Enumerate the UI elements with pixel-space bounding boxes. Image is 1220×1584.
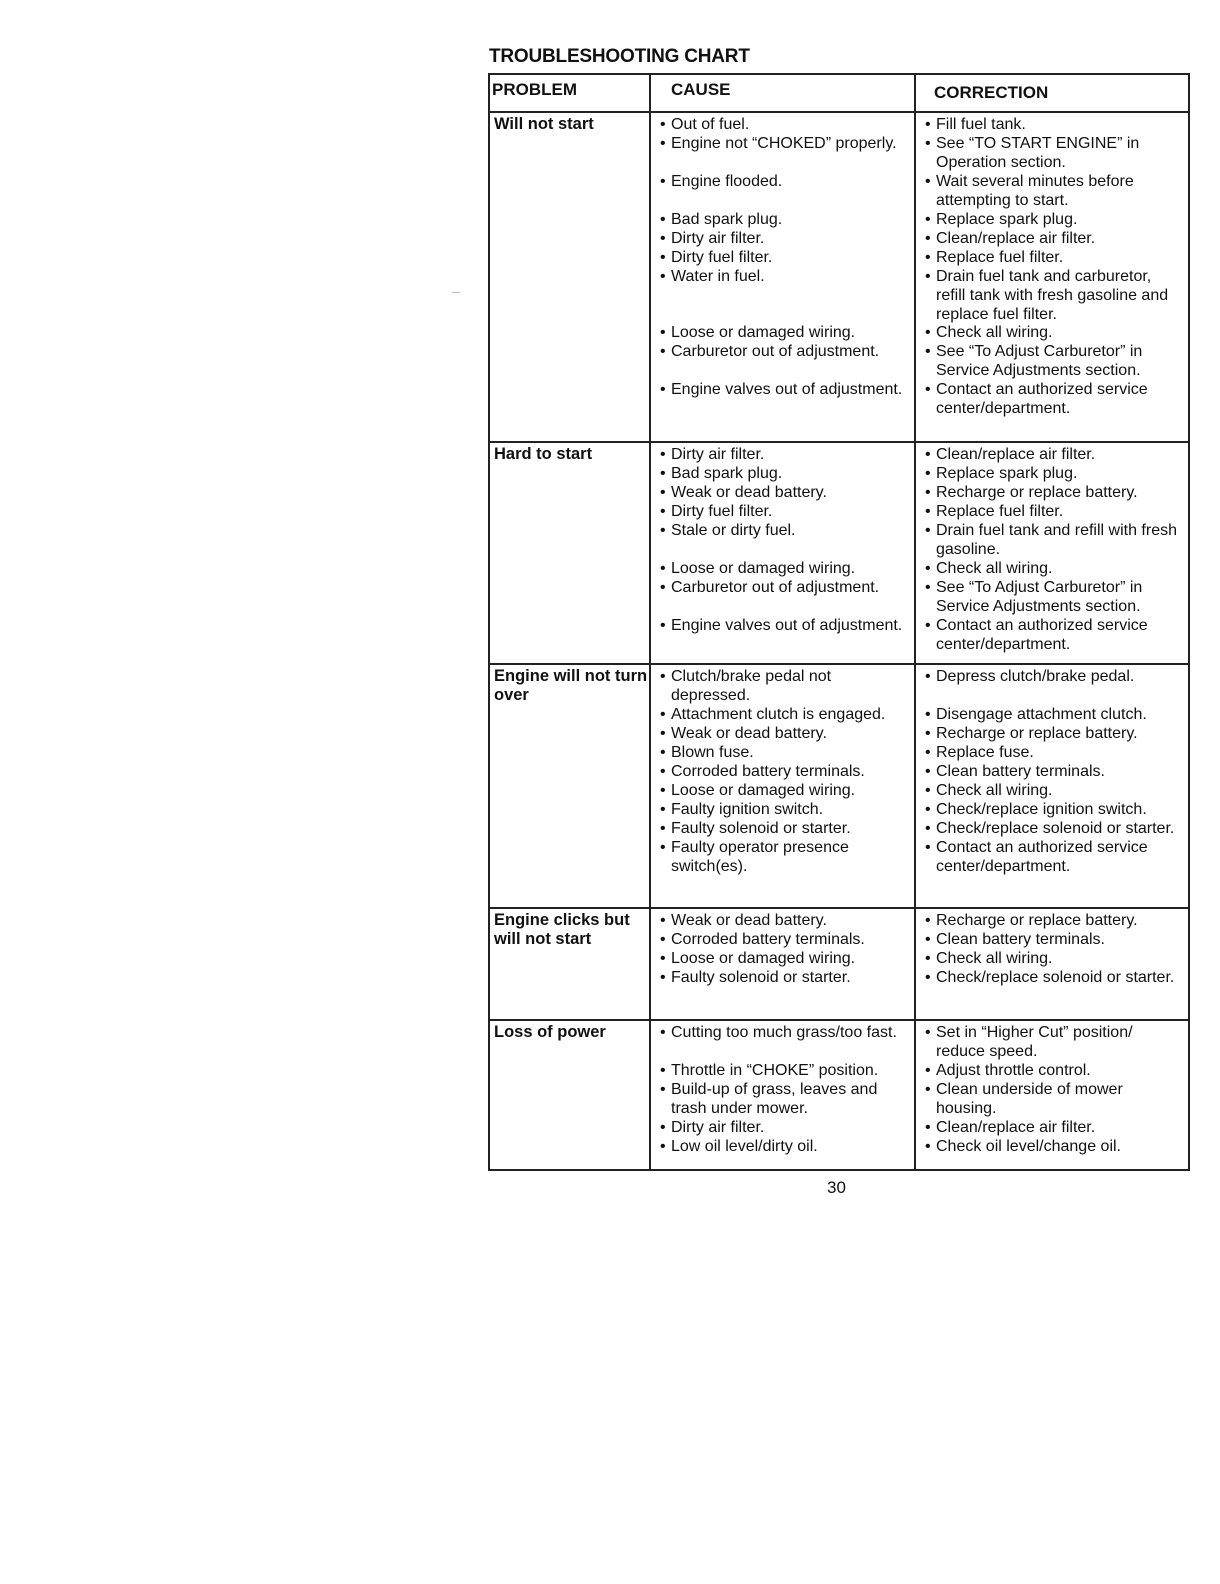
bullet-icon: • [660, 579, 666, 596]
cause-text: Weak or dead battery. [671, 484, 827, 501]
cause-item [660, 135, 910, 173]
correction-item [925, 381, 1184, 419]
cause-item [660, 668, 910, 706]
correction-text: Clean battery terminals. [936, 931, 1105, 948]
correction-item [925, 912, 1184, 931]
correction-text: Check all wiring. [936, 324, 1053, 342]
cause-item [660, 173, 910, 211]
correction-item [925, 503, 1184, 522]
bullet-icon: • [925, 560, 931, 577]
table-row [489, 1020, 1189, 1170]
cause-text: Stale or dirty fuel. [671, 522, 796, 539]
correction-item [925, 484, 1184, 503]
cause-text: Faulty solenoid or starter. [671, 820, 851, 837]
table-row [489, 908, 1189, 1020]
cause-item [660, 484, 910, 503]
bullet-icon: • [660, 1081, 666, 1098]
correction-cell [915, 112, 1189, 442]
bullet-icon: • [660, 503, 666, 520]
cause-cell [650, 664, 915, 908]
cause-text: Engine not “CHOKED” properly. [671, 135, 897, 152]
bullet-icon: • [660, 446, 666, 463]
cause-text: Clutch/brake pedal not depressed. [671, 668, 832, 704]
correction-text: Disengage attachment clutch. [936, 706, 1147, 723]
cause-text: Dirty air filter. [671, 446, 765, 463]
bullet-icon: • [925, 1062, 931, 1079]
bullet-icon: • [660, 173, 666, 190]
correction-text: Replace fuse. [936, 744, 1034, 761]
bullet-icon: • [660, 381, 666, 398]
table-row [489, 442, 1189, 664]
bullet-icon: • [660, 343, 666, 360]
bullet-icon: • [660, 801, 666, 818]
cause-text: Weak or dead battery. [671, 725, 827, 742]
cause-item [660, 744, 910, 763]
correction-item [925, 1138, 1184, 1157]
cause-text: Bad spark plug. [671, 211, 783, 228]
bullet-icon: • [925, 820, 931, 837]
cause-item [660, 324, 910, 343]
bullet-icon: • [660, 268, 666, 285]
problem-cell: Engine will not turn over [489, 664, 650, 908]
bullet-icon: • [925, 912, 931, 929]
correction-text: Check all wiring. [936, 950, 1053, 967]
correction-text: Contact an authorized service center/department. [936, 381, 1148, 418]
cause-item [660, 381, 910, 419]
bullet-icon: • [660, 725, 666, 742]
correction-item [925, 135, 1184, 173]
bullet-icon: • [660, 744, 666, 761]
bullet-icon: • [660, 763, 666, 780]
bullet-icon: • [660, 950, 666, 967]
cause-text: Throttle in “CHOKE” position. [671, 1062, 879, 1079]
bullet-icon: • [660, 1062, 666, 1079]
cause-item [660, 839, 910, 877]
correction-text: Check oil level/change oil. [936, 1138, 1121, 1155]
bullet-icon: • [660, 782, 666, 799]
bullet-icon: • [925, 343, 931, 361]
correction-item [925, 579, 1184, 617]
correction-item [925, 1062, 1184, 1081]
cause-item [660, 1138, 910, 1157]
cause-text: Carburetor out of adjustment. [671, 579, 880, 596]
bullet-icon: • [660, 1024, 666, 1041]
page-title: TROUBLESHOOTING CHART [489, 46, 750, 67]
cause-text: Low oil level/dirty oil. [671, 1138, 818, 1155]
bullet-icon: • [925, 1119, 931, 1136]
correction-text: Recharge or replace battery. [936, 484, 1138, 501]
correction-text: Clean battery terminals. [936, 763, 1105, 780]
bullet-icon: • [660, 465, 666, 482]
cause-item [660, 211, 910, 230]
bullet-icon: • [925, 324, 931, 342]
bullet-icon: • [925, 249, 931, 266]
cause-item [660, 725, 910, 744]
problem-cell: Loss of power [489, 1020, 650, 1170]
bullet-icon: • [925, 969, 931, 986]
correction-item [925, 324, 1184, 343]
cause-item [660, 249, 910, 268]
bullet-icon: • [925, 522, 931, 539]
cause-item [660, 446, 910, 465]
troubleshooting-table [488, 73, 1190, 1171]
cause-item [660, 706, 910, 725]
correction-item [925, 446, 1184, 465]
bullet-icon: • [925, 706, 931, 723]
bullet-icon: • [925, 211, 931, 228]
correction-item [925, 1081, 1184, 1119]
correction-column-header: CORRECTION [915, 74, 1189, 112]
bullet-icon: • [660, 820, 666, 837]
table-row [489, 664, 1189, 908]
correction-cell [915, 442, 1189, 664]
correction-text: Replace fuel filter. [936, 503, 1064, 520]
correction-item [925, 801, 1184, 820]
cause-cell [650, 442, 915, 664]
correction-item [925, 820, 1184, 839]
bullet-icon: • [925, 668, 931, 685]
cause-text: Dirty air filter. [671, 1119, 765, 1136]
correction-item [925, 268, 1184, 324]
correction-item [925, 950, 1184, 969]
cause-text: Faulty solenoid or starter. [671, 969, 851, 986]
bullet-icon: • [660, 522, 666, 539]
correction-text: Contact an authorized service center/department. [936, 839, 1148, 875]
cause-text: Dirty fuel filter. [671, 249, 773, 266]
correction-text: See “TO START ENGINE” in Operation section. [936, 135, 1140, 171]
correction-text: See “To Adjust Carburetor” in Service Adjustments section. [936, 343, 1143, 380]
correction-text: Fill fuel tank. [936, 116, 1026, 133]
bullet-icon: • [925, 230, 931, 247]
cause-text: Loose or damaged wiring. [671, 560, 856, 577]
correction-text: Adjust throttle control. [936, 1062, 1091, 1079]
cause-text: Loose or damaged wiring. [671, 782, 856, 799]
bullet-icon: • [925, 744, 931, 761]
correction-item [925, 249, 1184, 268]
correction-item [925, 782, 1184, 801]
bullet-icon: • [925, 931, 931, 948]
cause-item [660, 950, 910, 969]
bullet-icon: • [925, 1138, 931, 1155]
cause-text: Cutting too much grass/too fast. [671, 1024, 897, 1041]
cause-cell [650, 1020, 915, 1170]
bullet-icon: • [925, 801, 931, 818]
cause-text: Faulty ignition switch. [671, 801, 824, 818]
cause-text: Faulty operator presence switch(es). [671, 839, 849, 875]
cause-item [660, 230, 910, 249]
correction-item [925, 173, 1184, 211]
bullet-icon: • [660, 116, 666, 133]
cause-text: Engine flooded. [671, 173, 783, 190]
bullet-icon: • [925, 503, 931, 520]
correction-text: Check all wiring. [936, 560, 1053, 577]
bullet-icon: • [925, 839, 931, 856]
table-header-row [489, 74, 1189, 112]
cause-text: Loose or damaged wiring. [671, 950, 856, 967]
correction-text: Check all wiring. [936, 782, 1053, 799]
cause-text: Dirty air filter. [671, 230, 765, 247]
correction-text: Wait several minutes before attempting to start. [936, 173, 1134, 209]
cause-item [660, 617, 910, 655]
cause-item [660, 343, 910, 381]
bullet-icon: • [660, 484, 666, 501]
bullet-icon: • [660, 839, 666, 856]
page-number: 30 [827, 1178, 846, 1197]
correction-text: Check/replace solenoid or starter. [936, 969, 1175, 986]
bullet-icon: • [925, 381, 931, 399]
correction-item [925, 617, 1184, 655]
correction-text: Set in “Higher Cut” position/ reduce speed. [936, 1024, 1133, 1060]
bullet-icon: • [925, 1024, 931, 1041]
cause-text: Build-up of grass, leaves and trash under mower. [671, 1081, 878, 1117]
correction-item [925, 763, 1184, 782]
correction-text: Depress clutch/brake pedal. [936, 668, 1135, 685]
correction-item [925, 211, 1184, 230]
cause-text: Blown fuse. [671, 744, 754, 761]
cause-item [660, 931, 910, 950]
cause-text: Bad spark plug. [671, 465, 783, 482]
bullet-icon: • [925, 579, 931, 596]
cause-text: Out of fuel. [671, 116, 750, 133]
correction-text: Clean underside of mower housing. [936, 1081, 1123, 1117]
cause-item [660, 1024, 910, 1062]
correction-text: Clean/replace air filter. [936, 230, 1096, 247]
correction-item [925, 1119, 1184, 1138]
cause-item [660, 763, 910, 782]
bullet-icon: • [925, 617, 931, 634]
bullet-icon: • [660, 560, 666, 577]
correction-text: Check/replace ignition switch. [936, 801, 1147, 818]
correction-item [925, 343, 1184, 381]
cause-item [660, 116, 910, 135]
bullet-icon: • [925, 950, 931, 967]
correction-cell [915, 664, 1189, 908]
bullet-icon: • [660, 706, 666, 723]
bullet-icon: • [925, 763, 931, 780]
correction-cell [915, 908, 1189, 1020]
correction-item [925, 706, 1184, 725]
correction-text: See “To Adjust Carburetor” in Service Adjustments section. [936, 579, 1143, 615]
correction-text: Check/replace solenoid or starter. [936, 820, 1175, 837]
cause-column-header: CAUSE [650, 74, 915, 112]
cause-item [660, 1119, 910, 1138]
cause-item [660, 560, 910, 579]
cause-cell [650, 908, 915, 1020]
cause-text: Engine valves out of adjustment. [671, 381, 903, 398]
correction-text: Drain fuel tank and refill with fresh gasoline. [936, 522, 1177, 558]
bullet-icon: • [925, 116, 931, 133]
problem-cell: Engine clicks but will not start [489, 908, 650, 1020]
correction-text: Replace fuel filter. [936, 249, 1064, 266]
correction-text: Clean/replace air filter. [936, 1119, 1096, 1136]
correction-item [925, 839, 1184, 877]
cause-item [660, 912, 910, 931]
correction-cell [915, 1020, 1189, 1170]
problem-cell: Will not start [489, 112, 650, 442]
table-row [489, 112, 1189, 442]
bullet-icon: • [660, 324, 666, 341]
cause-item [660, 465, 910, 484]
bullet-icon: • [660, 931, 666, 948]
cause-text: Water in fuel. [671, 268, 765, 285]
bullet-icon: • [660, 617, 666, 634]
cause-text: Weak or dead battery. [671, 912, 827, 929]
correction-item [925, 116, 1184, 135]
cause-text: Carburetor out of adjustment. [671, 343, 880, 360]
correction-text: Contact an authorized service center/department. [936, 617, 1148, 653]
correction-text: Recharge or replace battery. [936, 725, 1138, 742]
cause-text: Dirty fuel filter. [671, 503, 773, 520]
correction-text: Drain fuel tank and carburetor, refill tank with fresh gasoline and replace fuel filter. [936, 268, 1169, 323]
bullet-icon: • [925, 782, 931, 799]
correction-item [925, 931, 1184, 950]
problem-cell: Hard to start [489, 442, 650, 664]
bullet-icon: • [925, 446, 931, 463]
bullet-icon: • [925, 268, 931, 285]
cause-item [660, 1081, 910, 1119]
correction-item [925, 522, 1184, 560]
bullet-icon: • [660, 969, 666, 986]
bullet-icon: • [925, 173, 931, 190]
cause-item [660, 579, 910, 617]
bullet-icon: • [660, 211, 666, 228]
correction-text: Replace spark plug. [936, 465, 1078, 482]
bullet-icon: • [925, 465, 931, 482]
correction-item [925, 230, 1184, 249]
cause-text: Corroded battery terminals. [671, 763, 865, 780]
cause-item [660, 1062, 910, 1081]
cause-cell [650, 112, 915, 442]
cause-item [660, 522, 910, 560]
correction-item [925, 668, 1184, 706]
bullet-icon: • [660, 668, 666, 685]
correction-item [925, 1024, 1184, 1062]
bullet-icon: • [660, 1119, 666, 1136]
cause-item [660, 268, 910, 324]
bullet-icon: • [925, 1081, 931, 1098]
bullet-icon: • [925, 725, 931, 742]
correction-item [925, 725, 1184, 744]
bullet-icon: • [660, 135, 666, 152]
correction-item [925, 560, 1184, 579]
cause-text: Engine valves out of adjustment. [671, 617, 903, 634]
bullet-icon: • [660, 249, 666, 266]
bullet-icon: • [925, 135, 931, 152]
bullet-icon: • [660, 912, 666, 929]
correction-text: Recharge or replace battery. [936, 912, 1138, 929]
bullet-icon: • [660, 1138, 666, 1155]
bullet-icon: • [660, 230, 666, 247]
cause-item [660, 969, 910, 988]
cause-text: Corroded battery terminals. [671, 931, 865, 948]
correction-text: Replace spark plug. [936, 211, 1078, 228]
bullet-icon: • [925, 484, 931, 501]
cause-item [660, 782, 910, 801]
cause-text: Attachment clutch is engaged. [671, 706, 886, 723]
problem-column-header: PROBLEM [489, 74, 650, 112]
scan-mark [452, 292, 460, 293]
correction-item [925, 969, 1184, 988]
cause-item [660, 801, 910, 820]
correction-item [925, 744, 1184, 763]
cause-item [660, 503, 910, 522]
cause-text: Loose or damaged wiring. [671, 324, 856, 341]
correction-item [925, 465, 1184, 484]
correction-text: Clean/replace air filter. [936, 446, 1096, 463]
cause-item [660, 820, 910, 839]
table-body [489, 112, 1189, 1170]
